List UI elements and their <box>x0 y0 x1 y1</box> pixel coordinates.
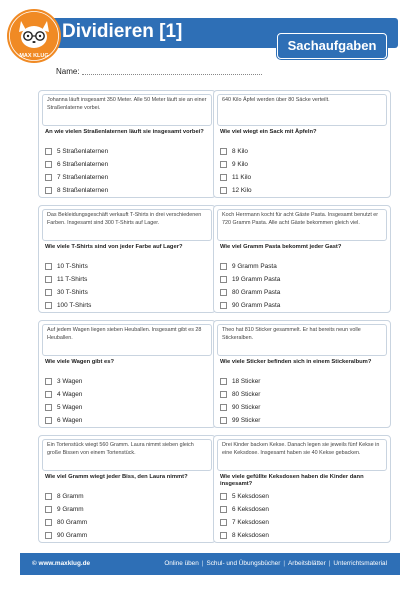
checkbox[interactable] <box>220 519 227 526</box>
checkbox[interactable] <box>45 404 52 411</box>
task-question: Wie viel Gramm wiegt jeder Biss, den Laura nimmt? <box>45 474 188 480</box>
answer-option[interactable]: 8 Gramm <box>45 490 211 503</box>
answer-option[interactable]: 6 Wagen <box>45 414 211 427</box>
answer-option[interactable]: 5 Keksdosen <box>220 490 386 503</box>
task-story: Das Bekleidungsgeschäft verkauft T-Shirts in drei verschiedenen Farben. Insgesamt sind 300 T-Shirts auf Lager. <box>42 209 212 241</box>
answer-option[interactable]: 100 T-Shirts <box>45 299 211 312</box>
checkbox[interactable] <box>45 174 52 181</box>
checkbox[interactable] <box>220 276 227 283</box>
task-card-8 <box>213 435 391 543</box>
answer-option[interactable]: 9 Gramm <box>45 503 211 516</box>
checkbox[interactable] <box>220 148 227 155</box>
task-card-2 <box>213 90 391 198</box>
checkbox[interactable] <box>220 161 227 168</box>
answer-option[interactable]: 3 Wagen <box>45 375 211 388</box>
footer-bar <box>20 553 400 575</box>
answer-option[interactable]: 90 Sticker <box>220 401 386 414</box>
answer-option[interactable]: 99 Sticker <box>220 414 386 427</box>
checkbox[interactable] <box>45 532 52 539</box>
task-card-6 <box>213 320 391 428</box>
task-story: Johanna läuft insgesamt 350 Meter. Alle 50 Meter läuft sie an einer Straßenlaterne vorbei. <box>42 94 212 126</box>
checkbox[interactable] <box>45 506 52 513</box>
answer-option[interactable]: 8 Straßenlaternen <box>45 184 211 197</box>
page-title: Dividieren [1] <box>62 21 183 42</box>
answer-option[interactable]: 5 Straßenlaternen <box>45 145 211 158</box>
name-field[interactable] <box>82 74 262 75</box>
task-card-7 <box>38 435 216 543</box>
answer-option[interactable]: 9 Gramm Pasta <box>220 260 386 273</box>
checkbox[interactable] <box>45 161 52 168</box>
answer-option[interactable]: 8 Kilo <box>220 145 386 158</box>
footer-separator: | <box>328 560 331 567</box>
checkbox[interactable] <box>220 506 227 513</box>
answer-option[interactable]: 90 Gramm Pasta <box>220 299 386 312</box>
checkbox[interactable] <box>220 187 227 194</box>
footer-links <box>161 560 390 567</box>
checkbox[interactable] <box>45 187 52 194</box>
answer-option[interactable]: 90 Gramm <box>45 529 211 542</box>
answer-option[interactable]: 4 Wagen <box>45 388 211 401</box>
checkbox[interactable] <box>220 493 227 500</box>
task-question: Wie viel wiegt ein Sack mit Äpfeln? <box>220 129 317 135</box>
task-card-1 <box>38 90 216 198</box>
answer-option[interactable]: 80 Sticker <box>220 388 386 401</box>
answer-option[interactable]: 80 Gramm Pasta <box>220 286 386 299</box>
answer-option[interactable]: 6 Straßenlaternen <box>45 158 211 171</box>
checkbox[interactable] <box>45 493 52 500</box>
checkbox[interactable] <box>45 276 52 283</box>
footer-separator: | <box>201 560 204 567</box>
footer-link-material[interactable]: Unterrichtsmaterial <box>333 560 387 567</box>
task-question: An wie vielen Straßenlaternen läuft sie insgesamt vorbei? <box>45 129 204 135</box>
footer-link-worksheets[interactable]: Arbeitsblätter <box>288 560 326 567</box>
checkbox[interactable] <box>45 148 52 155</box>
checkbox[interactable] <box>220 378 227 385</box>
checkbox[interactable] <box>220 417 227 424</box>
category-badge: Sachaufgaben <box>277 33 387 59</box>
footer-separator: | <box>283 560 286 567</box>
footer-link-online[interactable]: Online üben <box>164 560 199 567</box>
checkbox[interactable] <box>220 302 227 309</box>
checkbox[interactable] <box>45 378 52 385</box>
task-question: Wie viele gefüllte Keksdosen haben die Kinder dann insgesamt? <box>220 474 364 488</box>
answer-option[interactable]: 19 Gramm Pasta <box>220 273 386 286</box>
task-story: Drei Kinder backen Kekse. Danach legen sie jeweils fünf Kekse in eine Keksdose. Insgesamt haben sie 40 Kekse gebacken. <box>217 439 387 471</box>
checkbox[interactable] <box>220 289 227 296</box>
answer-option[interactable]: 18 Sticker <box>220 375 386 388</box>
answer-option[interactable]: 7 Keksdosen <box>220 516 386 529</box>
checkbox[interactable] <box>45 519 52 526</box>
answer-option[interactable]: 8 Keksdosen <box>220 529 386 542</box>
task-question: Wie viele T-Shirts sind von jeder Farbe auf Lager? <box>45 244 183 250</box>
answer-option[interactable]: 5 Wagen <box>45 401 211 414</box>
checkbox[interactable] <box>45 391 52 398</box>
task-question: Wie viel Gramm Pasta bekommt jeder Gast? <box>220 244 342 250</box>
task-card-4 <box>213 205 391 313</box>
checkbox[interactable] <box>220 532 227 539</box>
task-story: Auf jedem Wagen liegen sieben Heuballen. Insgesamt gibt es 28 Heuballen. <box>42 324 212 356</box>
task-story: 640 Kilo Äpfel werden über 80 Säcke verteilt. <box>217 94 387 126</box>
checkbox[interactable] <box>45 302 52 309</box>
task-story: Koch Herrmann kocht für acht Gäste Pasta. Insgesamt benutzt er 720 Gramm Pasta. Alle acht Gäste bekommen gleich viel. <box>217 209 387 241</box>
logo-wordmark: MAX KLUG <box>19 53 49 59</box>
checkbox[interactable] <box>45 289 52 296</box>
answer-option[interactable]: 30 T-Shirts <box>45 286 211 299</box>
name-label: Name: <box>56 67 80 76</box>
maxklug-logo <box>6 8 62 64</box>
checkbox[interactable] <box>220 391 227 398</box>
answer-option[interactable]: 80 Gramm <box>45 516 211 529</box>
answer-option[interactable]: 11 Kilo <box>220 171 386 184</box>
checkbox[interactable] <box>220 404 227 411</box>
answer-option[interactable]: 7 Straßenlaternen <box>45 171 211 184</box>
answer-option[interactable]: 12 Kilo <box>220 184 386 197</box>
task-card-3 <box>38 205 216 313</box>
task-question: Wie viele Sticker befinden sich in einem Stickeralbum? <box>220 359 372 365</box>
task-card-5 <box>38 320 216 428</box>
answer-option[interactable]: 9 Kilo <box>220 158 386 171</box>
checkbox[interactable] <box>45 417 52 424</box>
checkbox[interactable] <box>220 263 227 270</box>
task-story: Theo hat 810 Sticker gesammelt. Er hat bereits neun volle Stickeralben. <box>217 324 387 356</box>
task-question: Wie viele Wagen gibt es? <box>45 359 114 365</box>
footer-link-books[interactable]: Schul- und Übungsbücher <box>206 560 281 567</box>
checkbox[interactable] <box>45 263 52 270</box>
answer-option[interactable]: 10 T-Shirts <box>45 260 211 273</box>
answer-option[interactable]: 11 T-Shirts <box>45 273 211 286</box>
answer-option[interactable]: 6 Keksdosen <box>220 503 386 516</box>
task-story: Ein Tortenstück wiegt 560 Gramm. Laura nimmt sieben gleich große Bissen von einem Tortenstück. <box>42 439 212 471</box>
checkbox[interactable] <box>220 174 227 181</box>
footer-site-link[interactable]: © www.maxklug.de <box>32 560 91 567</box>
